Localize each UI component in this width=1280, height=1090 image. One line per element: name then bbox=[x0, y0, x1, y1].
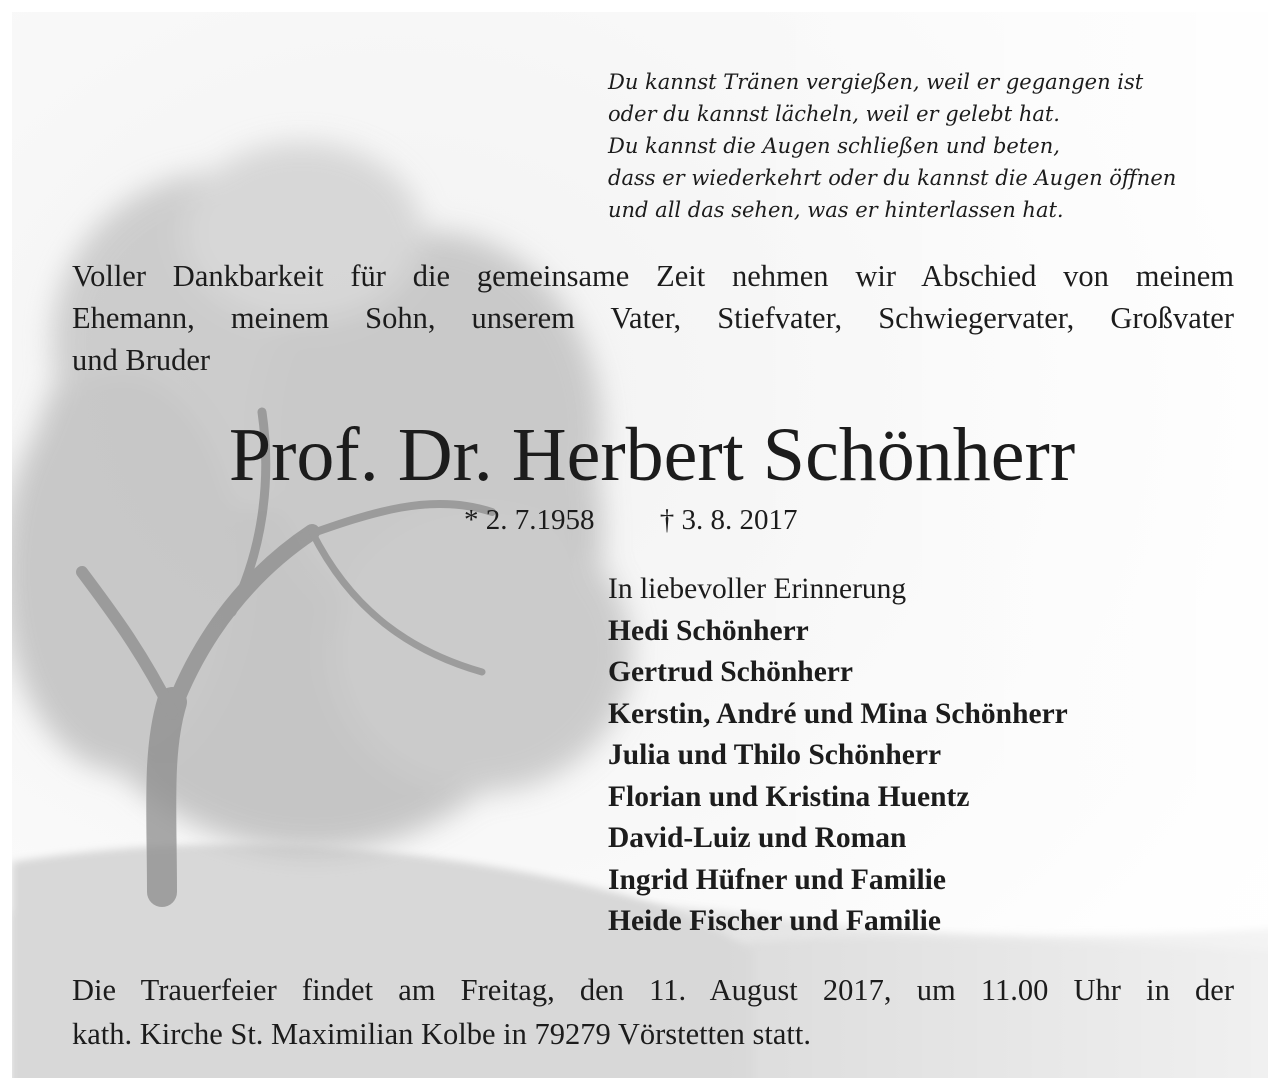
farewell-line: und Bruder bbox=[72, 343, 211, 377]
farewell-text bbox=[72, 255, 1234, 381]
mourner-name: Hedi Schönherr bbox=[608, 614, 809, 647]
mourner-name: Florian und Kristina Huentz bbox=[608, 780, 970, 813]
birth-date: * 2. 7.1958 bbox=[464, 504, 595, 536]
death-date: † 3. 8. 2017 bbox=[659, 504, 798, 536]
service-line: Die Trauerfeier findet am Freitag, den 11. August 2017, um 11.00 Uhr in der bbox=[72, 973, 1234, 1007]
mourner-name: Ingrid Hüfner und Familie bbox=[608, 863, 946, 896]
mourner-name: Julia und Thilo Schönherr bbox=[608, 739, 942, 771]
farewell-line: Voller Dankbarkeit für die gemeinsame Zeit nehmen wir Abschied von meinem bbox=[72, 259, 1234, 293]
mourners-lead: In liebevoller Erinnerung bbox=[608, 573, 907, 605]
mourners-list bbox=[608, 569, 1068, 943]
mourner-name: Kerstin, André und Mina Schönherr bbox=[608, 697, 1068, 730]
mourner-name: Gertrud Schönherr bbox=[608, 656, 853, 688]
funeral-service-info bbox=[72, 968, 1234, 1056]
life-dates bbox=[464, 502, 798, 538]
mourner-name: David-Luiz und Roman bbox=[608, 822, 907, 854]
farewell-line: Ehemann, meinem Sohn, unserem Vater, Stiefvater, Schwiegervater, Großvater bbox=[72, 301, 1234, 335]
service-line: kath. Kirche St. Maximilian Kolbe in 79279 Vörstetten statt. bbox=[72, 1017, 811, 1051]
quote-line: Du kannst Tränen vergießen, weil er gegangen ist bbox=[608, 70, 1144, 94]
memorial-quote bbox=[608, 66, 1176, 226]
quote-line: oder du kannst lächeln, weil er gelebt hat. bbox=[608, 102, 1060, 126]
quote-line: und all das sehen, was er hinterlassen hat. bbox=[608, 198, 1064, 222]
mourner-name: Heide Fischer und Familie bbox=[608, 905, 941, 937]
quote-line: Du kannst die Augen schließen und beten, bbox=[608, 134, 1060, 158]
quote-line: dass er wiederkehrt oder du kannst die Augen öffnen bbox=[608, 166, 1177, 190]
deceased-name: Prof. Dr. Herbert Schönherr bbox=[228, 413, 1076, 497]
